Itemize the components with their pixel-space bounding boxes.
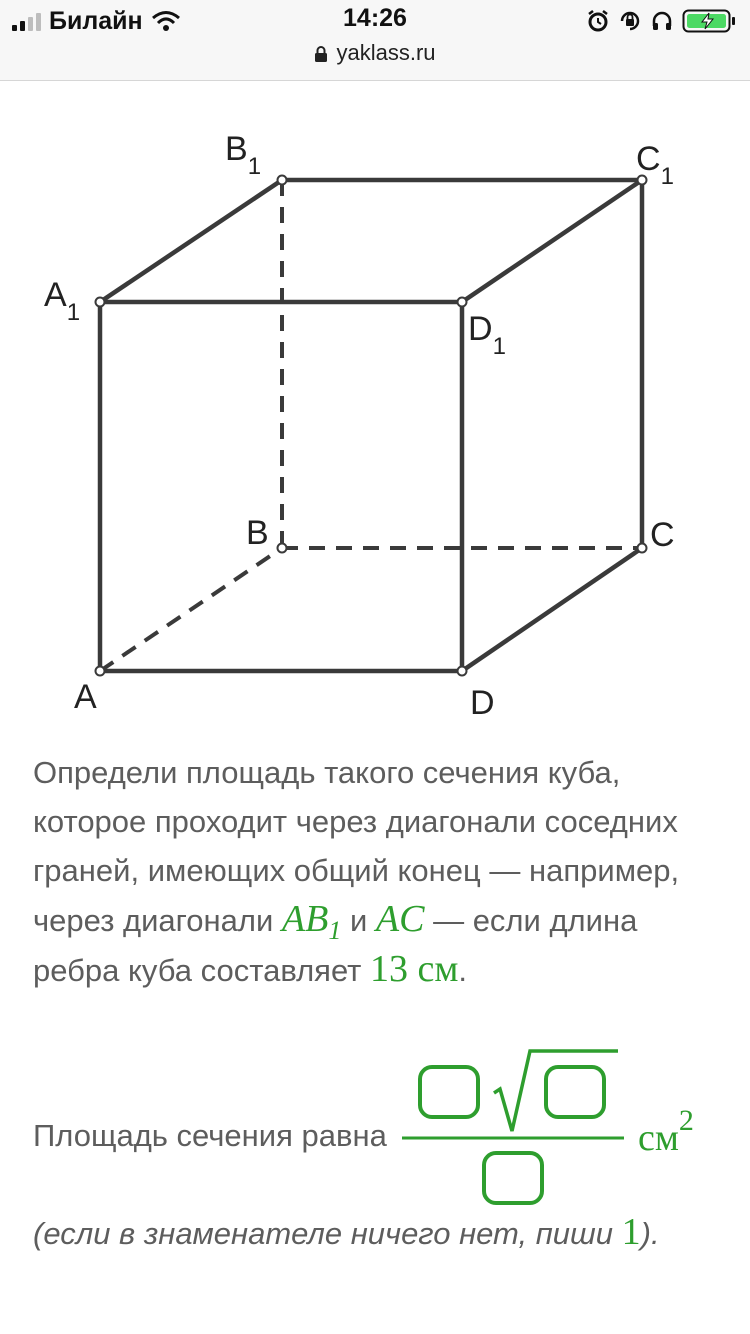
denominator-input[interactable] — [482, 1151, 544, 1205]
label-d: D — [470, 684, 495, 722]
headphones-icon — [650, 9, 674, 33]
vertex-b — [278, 544, 287, 553]
edge-c1-d1 — [462, 180, 642, 302]
status-time: 14:26 — [343, 4, 407, 32]
vertex-d1 — [458, 298, 467, 307]
edge-length: 13 см — [369, 948, 459, 990]
problem-and: и — [341, 903, 376, 938]
problem-part1: Определи площадь такого сечения куба, которое проходит через диагонали соседних граней, имеющих общий конец — например, через диагонали — [33, 755, 680, 938]
lock-icon — [314, 45, 328, 63]
url-text: yaklass.ru — [336, 40, 436, 65]
vertex-a1 — [96, 298, 105, 307]
vertex-d — [458, 667, 467, 676]
vertex-a — [96, 667, 105, 676]
coefficient-input[interactable] — [418, 1065, 480, 1119]
label-b1: $B_1$ — [225, 130, 262, 180]
status-bar — [0, 0, 750, 81]
cube-visible-edges — [100, 180, 642, 671]
note-value: 1 — [621, 1211, 641, 1253]
cube-diagram — [30, 120, 730, 730]
label-d1: $D_1$ — [468, 310, 506, 360]
rotation-lock-icon — [618, 9, 642, 33]
label-a: A — [74, 678, 97, 716]
status-right — [586, 6, 738, 36]
alarm-icon — [586, 9, 610, 33]
vertex-b1 — [278, 176, 287, 185]
cube-hidden-edges — [100, 180, 642, 671]
label-c1: $C_1$ — [636, 140, 674, 190]
answer-unit: $см^2$ — [638, 1104, 694, 1159]
address-bar[interactable] — [0, 40, 750, 66]
answer-fraction — [400, 1045, 630, 1205]
label-b: B — [246, 514, 269, 552]
problem-text: Определи площадь такого сечения куба, которое проходит через диагонали соседних граней, имеющих общий конец — например, через диагонали $AB_1$ и AC — если длина ребра куба составляет 13 см. — [33, 755, 680, 990]
answer-note: (если в знаменателе ничего нет, пиши 1). — [33, 1211, 660, 1253]
diagonal-ab1: $AB_1$ — [281, 898, 342, 945]
label-a1: $A_1$ — [44, 276, 81, 326]
battery-icon — [682, 8, 738, 34]
diagonal-ac: AC — [375, 898, 425, 940]
carrier-name: Билайн — [49, 6, 143, 35]
answer-label: Площадь сечения равна — [33, 1118, 387, 1153]
label-c: C — [650, 516, 675, 554]
edge-d-c — [462, 548, 642, 671]
edge-a1-b1 — [100, 180, 282, 302]
problem-part2: — если длина ребра куба составляет — [33, 903, 638, 988]
vertex-c — [638, 544, 647, 553]
radicand-input[interactable] — [544, 1065, 606, 1119]
edge-a-b — [100, 548, 282, 671]
